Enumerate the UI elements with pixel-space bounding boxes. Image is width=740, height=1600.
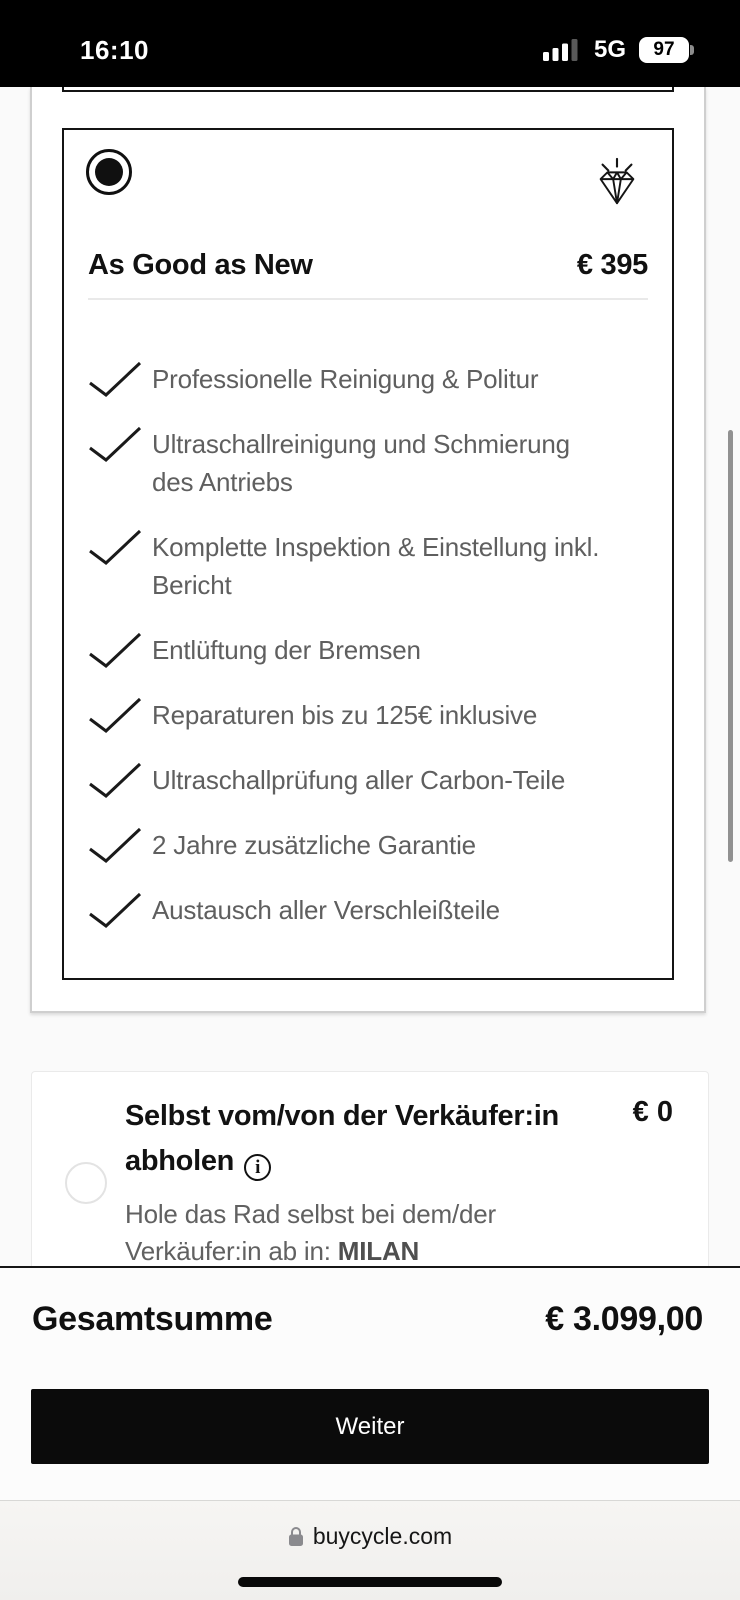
status-bar xyxy=(0,0,740,87)
radio-selected-icon[interactable] xyxy=(86,149,132,195)
feature-list xyxy=(88,360,662,956)
pickup-option-description xyxy=(125,1196,496,1270)
option-header xyxy=(88,246,648,284)
feature-item xyxy=(88,761,662,799)
check-icon xyxy=(88,529,142,566)
pickup-option-price: € 0 xyxy=(632,1096,673,1128)
check-icon xyxy=(88,361,142,398)
battery-icon xyxy=(639,37,694,63)
radio-unselected-icon[interactable] xyxy=(65,1162,107,1204)
feature-text: Reparaturen bis zu 125€ inklusive xyxy=(152,700,538,730)
continue-button[interactable]: Weiter xyxy=(31,1389,709,1464)
feature-text: Komplette Inspektion & Einstellung inkl. Bericht xyxy=(152,532,600,600)
signal-icon xyxy=(543,39,581,61)
lock-icon xyxy=(288,1526,304,1547)
feature-item xyxy=(88,696,662,734)
pickup-option-title xyxy=(125,1094,635,1184)
check-icon xyxy=(88,892,142,929)
pickup-location: MILAN xyxy=(337,1236,420,1266)
divider xyxy=(88,298,648,300)
feature-text: Austausch aller Verschleißteile xyxy=(152,895,500,925)
info-icon[interactable]: i xyxy=(244,1154,271,1181)
check-icon xyxy=(88,827,142,864)
pickup-desc-text: Hole das Rad selbst bei dem/der Verkäufer:in ab in: xyxy=(125,1199,497,1266)
browser-bottom-bar xyxy=(0,1500,740,1600)
address-bar[interactable] xyxy=(0,1523,740,1550)
domain-text: buycycle.com xyxy=(312,1523,453,1549)
summary-label: Gesamtsumme xyxy=(32,1300,273,1338)
feature-item xyxy=(88,826,662,864)
feature-item xyxy=(88,360,662,398)
feature-text: Entlüftung der Bremsen xyxy=(152,635,421,665)
feature-item xyxy=(88,425,662,501)
check-icon xyxy=(88,632,142,669)
summary-row xyxy=(32,1297,703,1341)
battery-percent: 97 xyxy=(653,39,675,60)
feature-text: Ultraschallreinigung und Schmierung des Antriebs xyxy=(152,429,570,497)
option-title: As Good as New xyxy=(88,249,313,281)
option-card-pickup[interactable] xyxy=(31,1071,709,1286)
feature-text: Ultraschallprüfung aller Carbon-Teile xyxy=(152,765,566,795)
feature-text: 2 Jahre zusätzliche Garantie xyxy=(152,830,476,860)
diamond-icon xyxy=(588,156,646,208)
feature-item xyxy=(88,631,662,669)
option-card-as-good-as-new[interactable] xyxy=(62,128,674,980)
check-icon xyxy=(88,762,142,799)
check-icon xyxy=(88,697,142,734)
feature-item xyxy=(88,891,662,929)
status-time: 16:10 xyxy=(80,35,149,65)
summary-total: € 3.099,00 xyxy=(545,1300,703,1338)
scrollbar[interactable] xyxy=(728,430,733,862)
previous-option-card-edge xyxy=(62,87,674,92)
summary-bar xyxy=(0,1266,740,1500)
pickup-title-text: Selbst vom/von der Verkäufer:in abholen xyxy=(125,1100,559,1177)
feature-item xyxy=(88,528,662,604)
network-type-label: 5G xyxy=(593,36,626,63)
status-indicators xyxy=(543,36,694,64)
feature-text: Professionelle Reinigung & Politur xyxy=(152,364,539,394)
home-indicator[interactable] xyxy=(238,1577,502,1587)
option-price: € 395 xyxy=(576,249,648,281)
check-icon xyxy=(88,426,142,463)
battery-nub xyxy=(690,45,694,55)
